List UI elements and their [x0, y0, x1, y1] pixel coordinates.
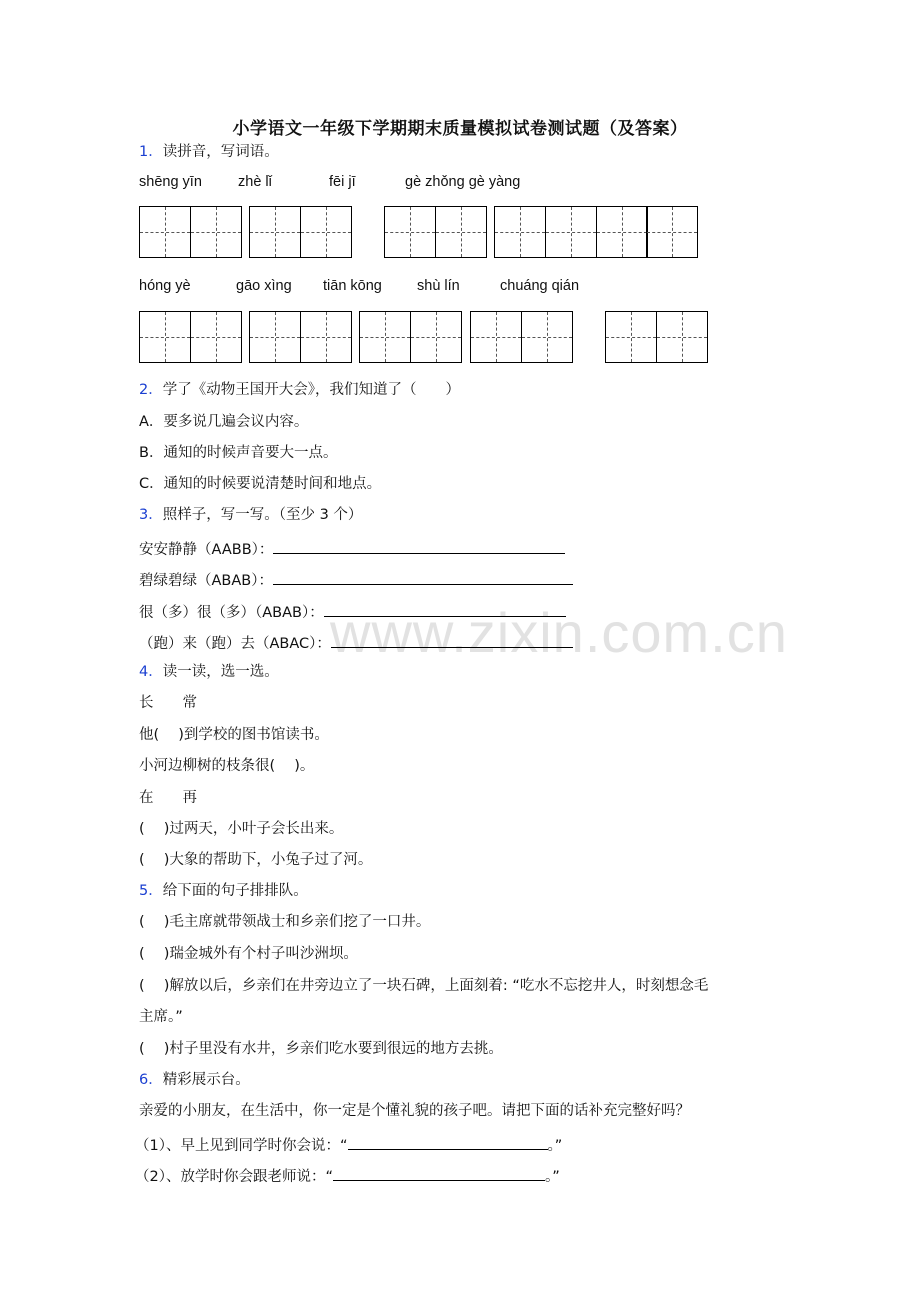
writing-grid-2[interactable] [249, 206, 351, 258]
pinyin-label: shēng yīn [139, 174, 202, 190]
item-end: 。” [547, 1138, 563, 1154]
writing-grid-1[interactable] [139, 206, 241, 258]
writing-grid-9[interactable] [605, 311, 707, 363]
pinyin-label: gāo xìng [236, 278, 292, 294]
item-label: （1）、早上见到同学时你会说：“ [135, 1138, 348, 1154]
word-pair: 在 再 [139, 790, 197, 806]
word-pair: 长 常 [139, 695, 197, 711]
answer-blank[interactable] [273, 537, 565, 554]
item-label: 很（多）很（多）（ABAB）： [139, 605, 324, 621]
fill-item [139, 631, 573, 654]
pinyin-label: tiān kōng [323, 278, 382, 294]
page-title: 小学语文一年级下学期期末质量模拟试卷测试题（及答案） [232, 119, 688, 139]
order-item[interactable]: ( )解放以后，乡亲们在井旁边立了一块石碑，上面刻着: “吃水不忘挖井人，时刻想念毛 [139, 978, 709, 994]
answer-blank[interactable] [324, 600, 566, 617]
fill-item [139, 600, 566, 623]
pinyin-label: gè zhǒng gè yàng [405, 174, 521, 190]
answer-blank[interactable] [273, 568, 573, 585]
sentence[interactable]: 他( )到学校的图书馆读书。 [139, 727, 329, 743]
item-label: （跑）来（跑）去（ABAC）： [139, 636, 331, 652]
question-text: 给下面的句子排排队。 [162, 883, 308, 899]
writing-grid-6[interactable] [249, 311, 351, 363]
writing-grid-8[interactable] [470, 311, 572, 363]
option-a[interactable]: A．要多说几遍会议内容。 [139, 414, 309, 430]
answer-blank[interactable] [348, 1133, 548, 1150]
question-text: 照样子，写一写。（至少 3 个） [162, 507, 363, 523]
question-number: 2． [139, 382, 163, 398]
item-end: 。” [545, 1169, 560, 1185]
writing-grid-5[interactable] [139, 311, 241, 363]
question-text: 精彩展示台。 [162, 1072, 250, 1088]
pinyin-label: shù lín [417, 278, 460, 294]
sentence[interactable]: ( )过两天，小叶子会长出来。 [139, 821, 344, 837]
order-item[interactable]: ( )村子里没有水井，乡亲们吃水要到很远的地方去挑。 [139, 1041, 503, 1057]
question-6 [139, 1070, 250, 1090]
question-text: 读一读，选一选。 [162, 664, 279, 680]
fill-item [139, 537, 565, 560]
pinyin-label: hóng yè [139, 278, 191, 294]
order-item-continued: 主席。” [139, 1009, 183, 1025]
option-b[interactable]: B．通知的时候声音要大一点。 [139, 445, 338, 461]
question-number: 4． [139, 664, 163, 680]
item-label: 安安静静（AABB）： [139, 542, 274, 558]
question-3 [139, 505, 362, 525]
pinyin-label: fēi jī [329, 174, 356, 190]
pinyin-label: zhè lǐ [238, 174, 272, 190]
writing-grid-3[interactable] [384, 206, 486, 258]
question-number: 6． [139, 1072, 163, 1088]
option-c[interactable]: C．通知的时候要说清楚时间和地点。 [139, 476, 382, 492]
writing-grid-7[interactable] [359, 311, 461, 363]
pinyin-label: chuáng qián [500, 278, 580, 294]
order-item[interactable]: ( )瑞金城外有个村子叫沙洲坝。 [139, 946, 358, 962]
order-item[interactable]: ( )毛主席就带领战士和乡亲们挖了一口井。 [139, 914, 431, 930]
question-2 [139, 380, 460, 400]
fill-item [135, 1133, 562, 1156]
item-label: （2）、放学时你会跟老师说：“ [135, 1169, 333, 1185]
watermark: www.zixin.com.cn [330, 601, 788, 664]
question-4 [139, 662, 279, 682]
question-text: 读拼音，写词语。 [162, 144, 279, 160]
answer-blank[interactable] [333, 1164, 545, 1181]
question-number: 1． [139, 144, 163, 160]
answer-blank[interactable] [331, 631, 573, 648]
item-label: 碧绿碧绿（ABAB）： [139, 573, 273, 589]
intro-text: 亲爱的小朋友，在生活中，你一定是个懂礼貌的孩子吧。请把下面的话补充完整好吗？ [139, 1103, 690, 1119]
question-number: 5． [139, 883, 163, 899]
sentence[interactable]: ( )大象的帮助下，小兔子过了河。 [139, 852, 373, 868]
fill-item [139, 568, 573, 591]
question-text: 学了《动物王国开大会》，我们知道了（ ） [162, 382, 460, 398]
question-5 [139, 881, 308, 901]
fill-item [135, 1164, 560, 1187]
writing-grid-4[interactable] [494, 206, 697, 258]
sentence[interactable]: 小河边柳树的枝条很( )。 [139, 758, 315, 774]
question-number: 3． [139, 507, 163, 523]
question-1 [139, 142, 279, 162]
